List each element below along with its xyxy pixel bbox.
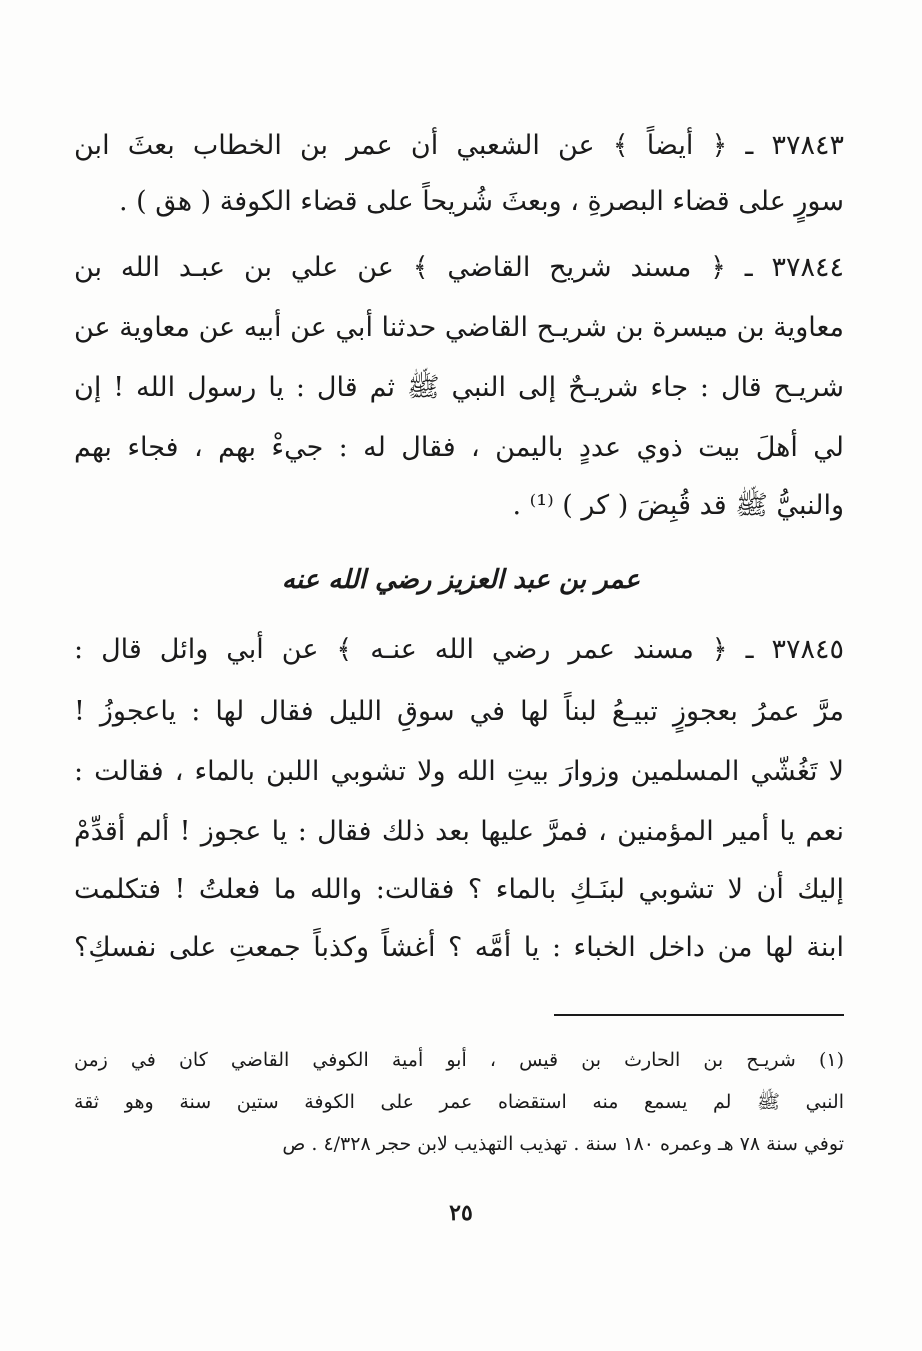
footnote-line-3: توفي سنة ٧٨ هـ وعمره ١٨٠ سنة . تهذيب التهذيب لابن حجر ٤/٣٢٨ . ص bbox=[282, 1133, 844, 1155]
footnote-line-1: (١) شريـح بن الحارث بن قيس ، أبو أمية الكوفي القاضي كان في زمن bbox=[74, 1049, 844, 1071]
section-line-2: مرَّ عمرُ بعجوزٍ تبيـعُ لبناً لها في سوقِ الليل فقال لها : ياعجوزُ ! bbox=[74, 696, 844, 727]
body-line-5: شريـح قال : جاء شريـحٌ إلى النبي ﷺ ثم قال : يا رسول الله ! إن bbox=[74, 372, 844, 403]
section-heading: عمر بن عبد العزيز رضي الله عنه bbox=[281, 565, 641, 595]
body-line-1: ٣٧٨٤٣ ـ ﴿ أيضاً ﴾ عن الشعبي أن عمر بن الخطاب بعثَ ابن bbox=[74, 130, 844, 161]
section-line-3: لا تَغُشّي المسلمين وزوارَ بيتِ الله ولا تشوبي اللبن بالماء ، فقالت : bbox=[74, 756, 844, 787]
body-line-3: ٣٧٨٤٤ ـ ﴿ مسند شريح القاضي ﴾ عن علي بن عبـد الله بن bbox=[74, 252, 844, 283]
section-line-1: ٣٧٨٤٥ ـ ﴿ مسند عمر رضي الله عنـه ﴾ عن أبي وائل قال : bbox=[74, 634, 844, 665]
body-line-2: سورٍ على قضاء البصرةِ ، وبعثَ شُريحاً على قضاء الكوفة ( هق ) . bbox=[119, 186, 844, 217]
footnote-divider bbox=[554, 1014, 844, 1016]
section-line-6: ابنة لها من داخل الخباء : يا أمَّه ؟ أغشاً وكذباً جمعتِ على نفسكِ؟ bbox=[74, 932, 844, 963]
body-line-4: معاوية بن ميسرة بن شريـح القاضي حدثنا أبي عن أبيه عن معاوية عن bbox=[74, 312, 844, 343]
footnote-line-2: النبي ﷺ لم يسمع منه استقضاه عمر على الكوفة ستين سنة وهو ثقة bbox=[74, 1091, 844, 1113]
body-line-6: لي أهلَ بيت ذوي عددٍ باليمن ، فقال له : جيءْ بهم ، فجاء بهم bbox=[74, 432, 844, 463]
section-line-4: نعم يا أمير المؤمنين ، فمرَّ عليها بعد ذلك فقال : يا عجوز ! ألم أقدِّمْ bbox=[74, 816, 844, 847]
section-line-5: إليك أن لا تشوبي لبنَـكِ بالماء ؟ فقالت: والله ما فعلتُ ! فتكلمت bbox=[74, 874, 844, 905]
page-number: ٢٥ bbox=[449, 1200, 473, 1226]
body-line-7: والنبيُّ ﷺ قد قُبِضَ ( كر ) ⁽¹⁾ . bbox=[512, 490, 844, 521]
